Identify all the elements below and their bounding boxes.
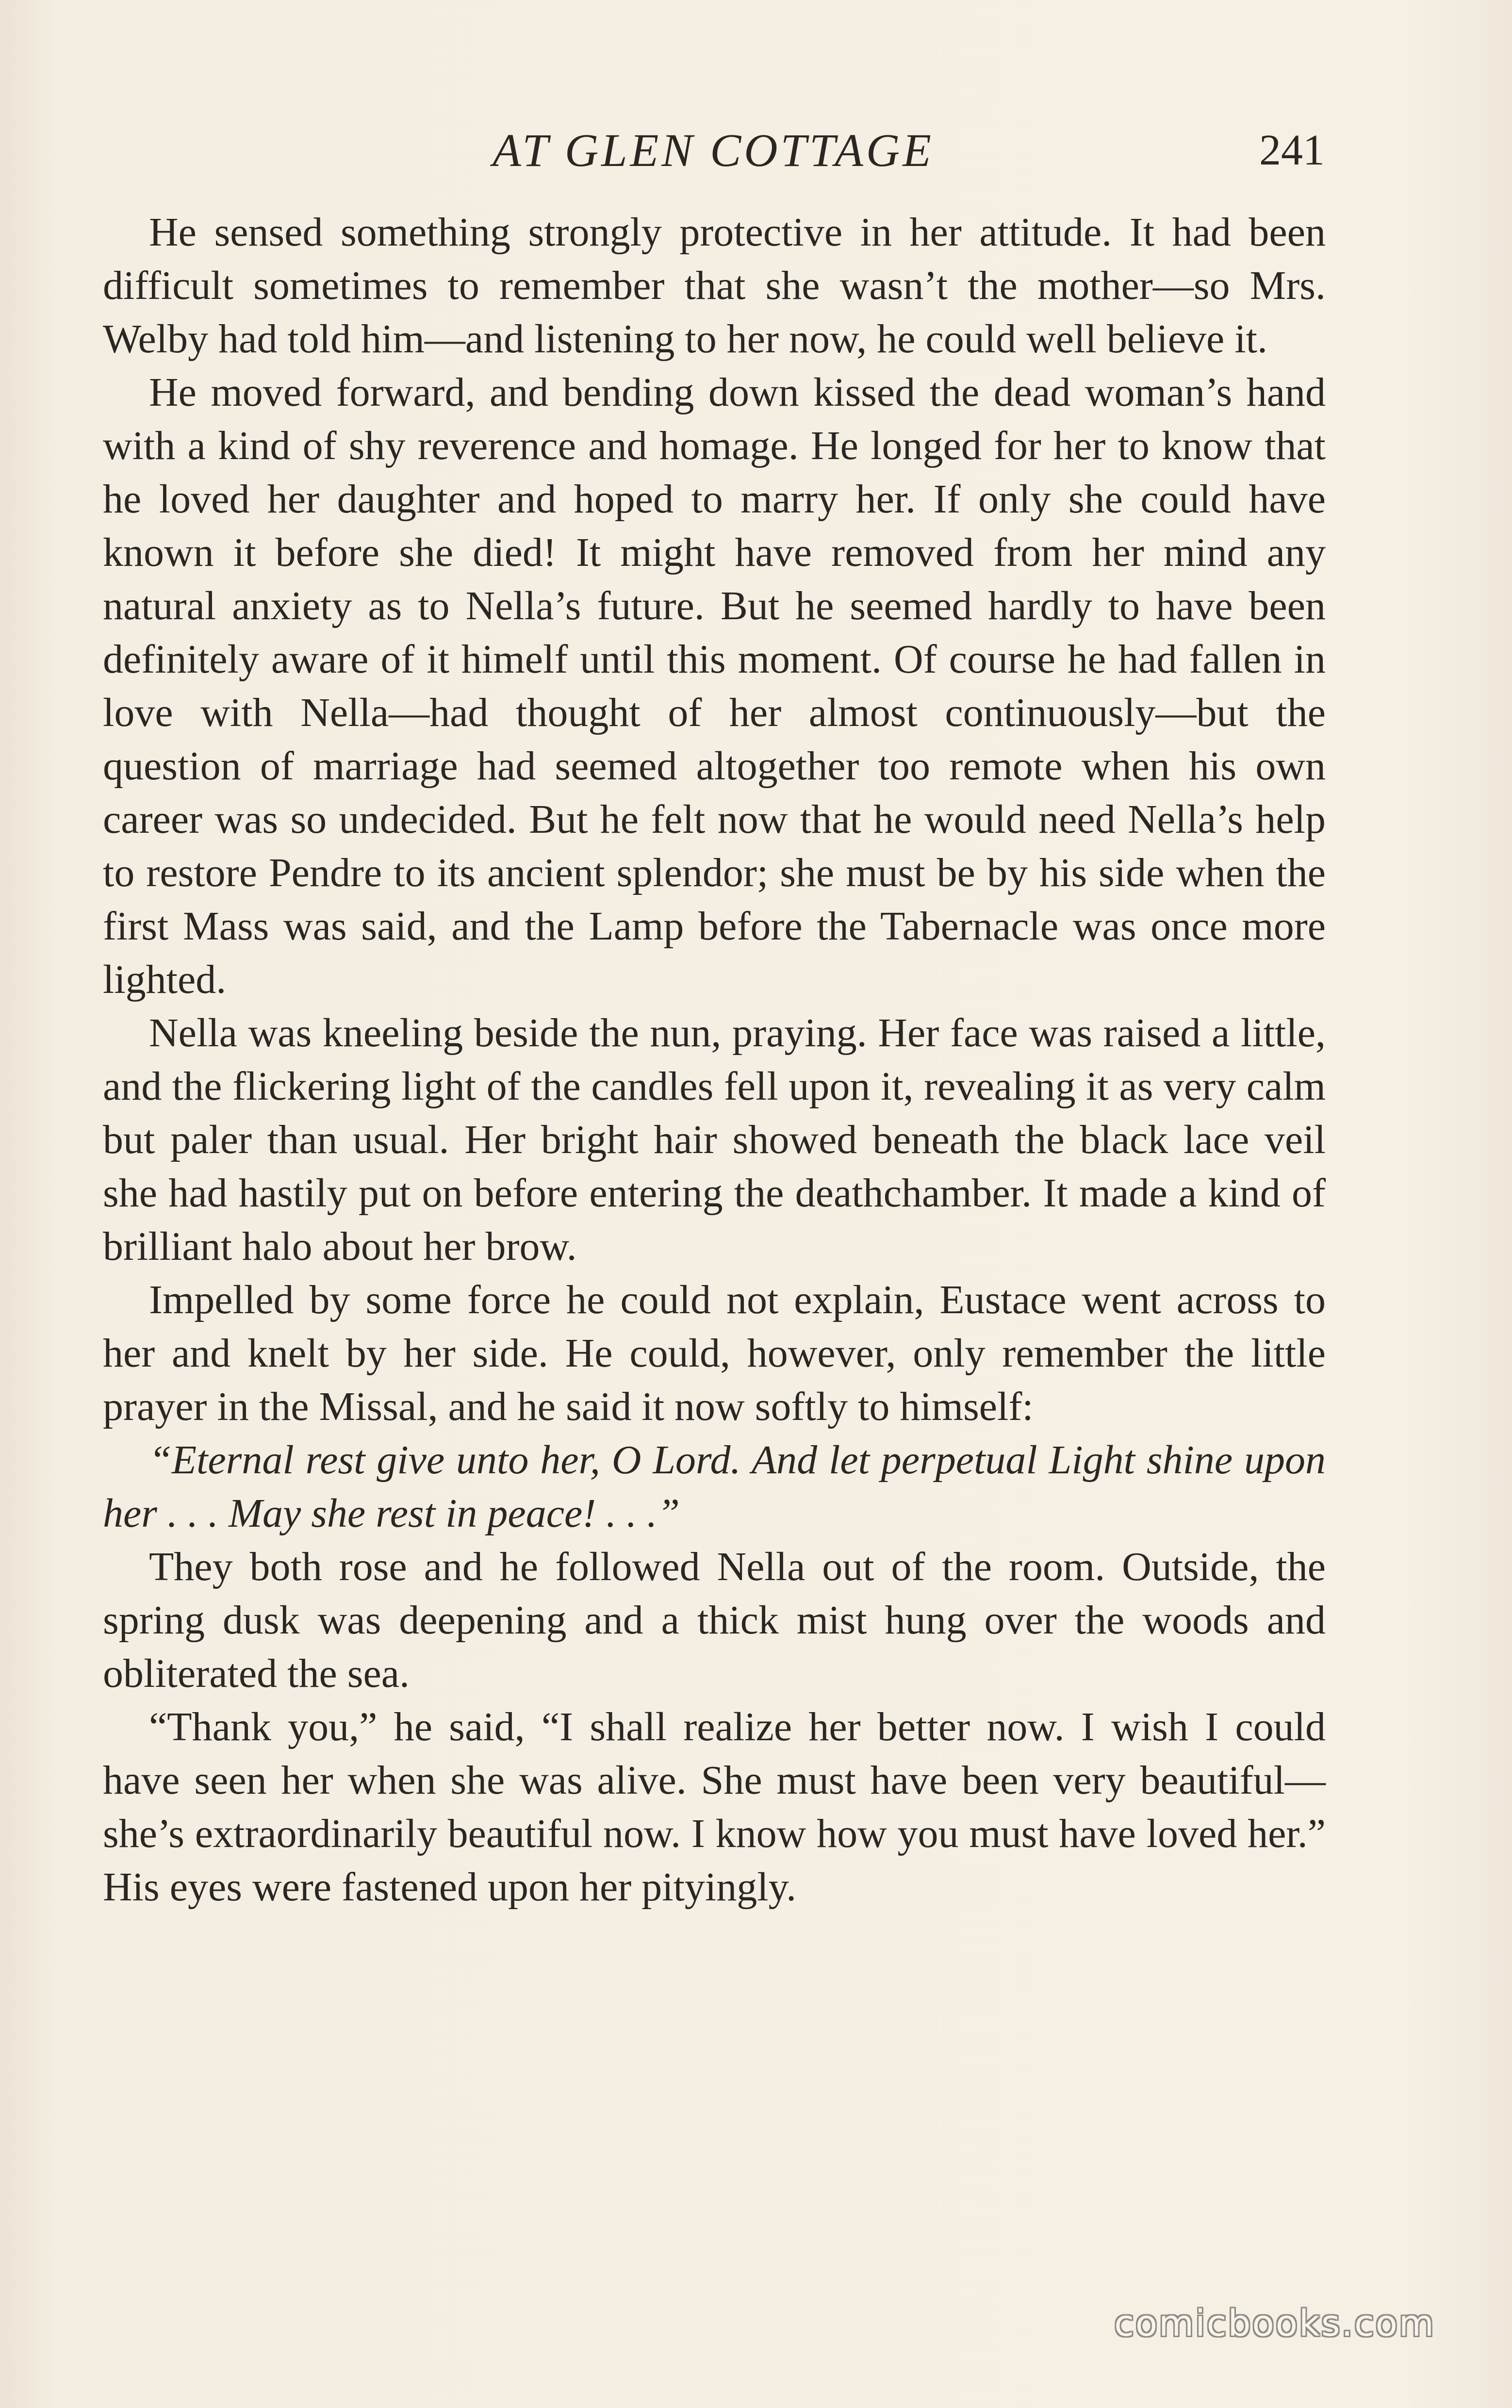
running-title: AT GLEN COTTAGE xyxy=(493,124,934,176)
running-head xyxy=(102,121,1325,180)
watermark: comicbooks.com xyxy=(1114,2303,1435,2344)
page-number: 241 xyxy=(1259,126,1325,174)
paragraph-7: “Thank you,” he said, “I shall realize her better now. I wish I could have seen her when she was alive. She must have been very beautiful—she’s extraordinarily beautiful now. I know how you must have loved her.” His eyes were fastened upon her pityingly. xyxy=(103,1704,1326,1910)
paragraph-3: Nella was kneeling beside the nun, praying. Her face was raised a little, and the flickering light of the candles fell upon it, revealing it as very calm but paler than usual. Her bright hair showed beneath the black lace veil she had hastily put on before entering the deathchamber. It made a kind of brilliant halo about her brow. xyxy=(103,1010,1326,1269)
paragraph-1: He sensed something strongly protective in her attitude. It had been difficult sometimes to remember that she wasn’t the mother—so Mrs. Welby had told him—and listening to her now, he could well believe it. xyxy=(103,210,1326,362)
paragraph-2: He moved forward, and bending down kissed the dead woman’s hand with a kind of shy reverence and homage. He longed for her to know that he loved her daughter and hoped to marry her. If only she could have known it before she died! It might have removed from her mind any natural anxiety as to Nella’s future. But he seemed hardly to have been definitely aware of it himelf until this moment. Of course he had fallen in love with Nella—had thought of her almost continuously—but the question of marriage had seemed altogether too remote when his own career was so undecided. But he felt now that he would need Nella’s help to restore Pendre to its ancient splendor; she must be by his side when the first Mass was said, and the Lamp before the Tabernacle was once more lighted. xyxy=(103,370,1326,1002)
prayer-quote: “Eternal rest give unto her, O Lord. And let perpetual Light shine upon her . . . May she rest in peace! . . .” xyxy=(103,1437,1326,1536)
paragraph-4: Impelled by some force he could not explain, Eustace went across to her and knelt by her side. He could, however, only remember the little prayer in the Missal, and he said it now softly to himself: xyxy=(103,1277,1326,1429)
paragraph-6: They both rose and he followed Nella out of the room. Outside, the spring dusk was deepening and a thick mist hung over the woods and obliterated the sea. xyxy=(103,1544,1326,1696)
body-text xyxy=(103,206,1326,1914)
